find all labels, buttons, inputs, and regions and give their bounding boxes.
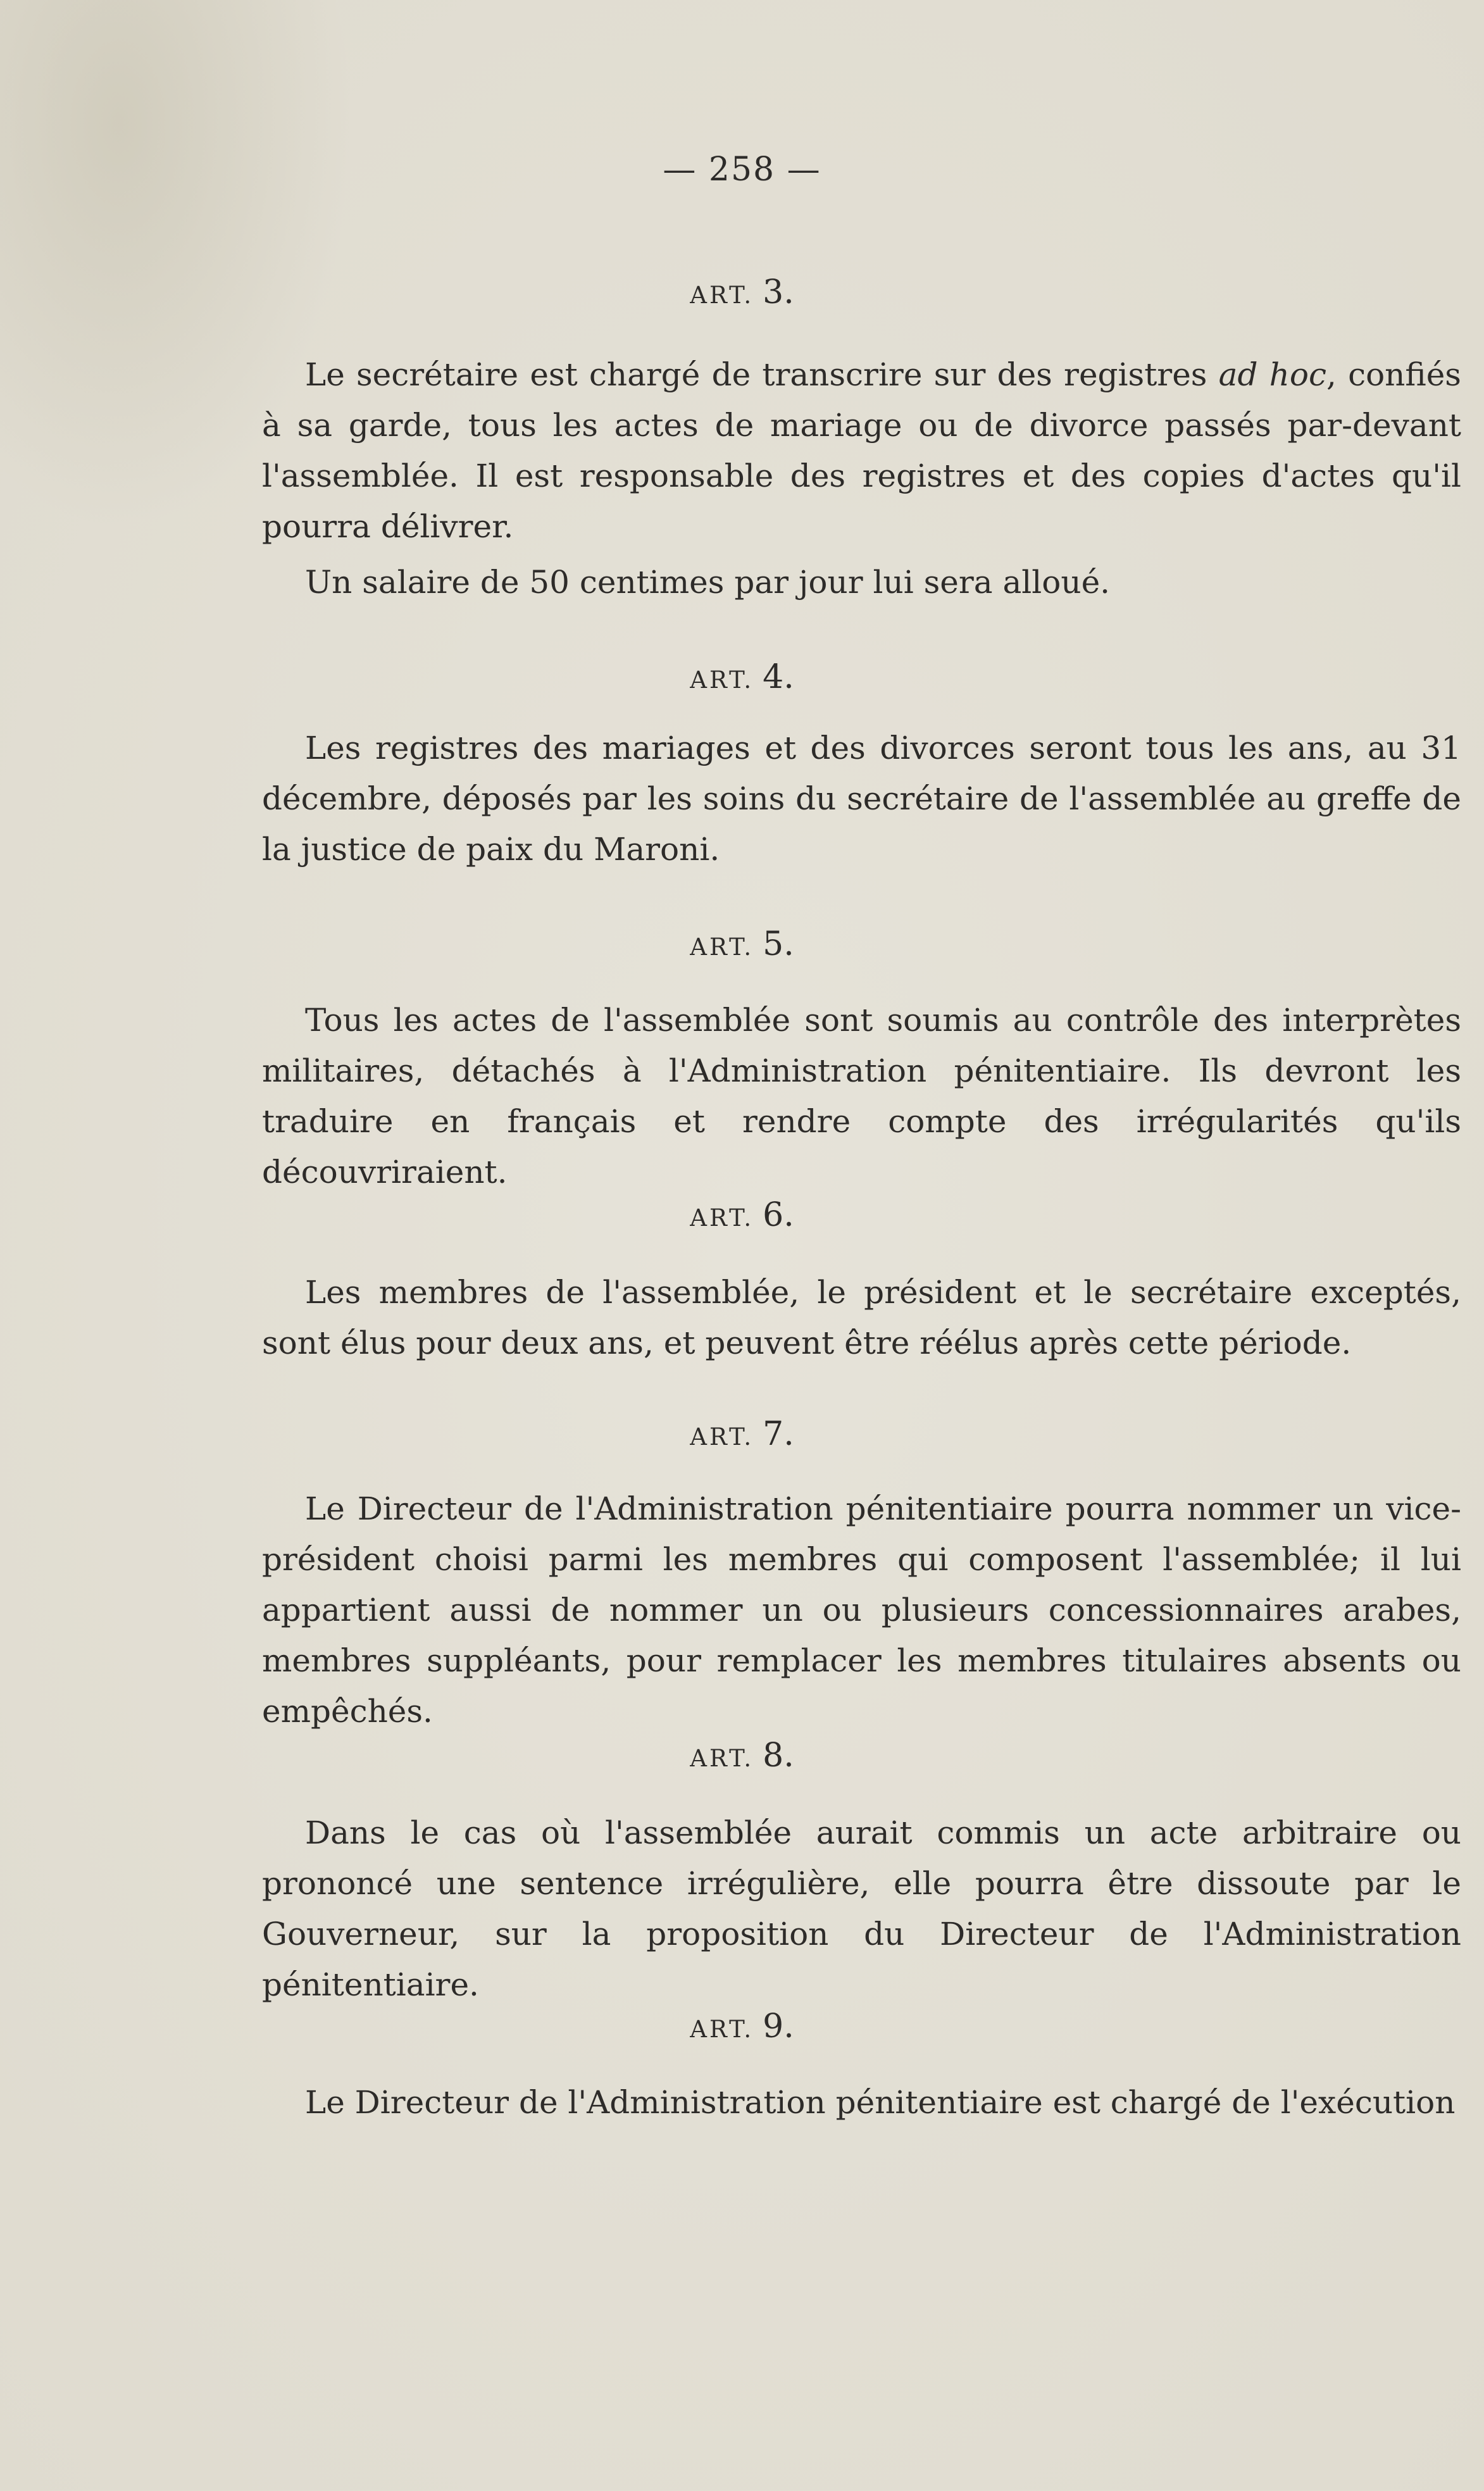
- text-run: Tous les actes de l'assemblée sont soumis au contrôle des interprètes militaires, détachés à l'Administration pénitentiaire. Ils devront les traduire en français et rendre compte des irrégularités qu'ils découvriraient.: [262, 1002, 1461, 1190]
- article-label: ART.: [690, 933, 754, 961]
- article-3-paragraph-1: [262, 349, 1461, 552]
- text-run: Les registres des mariages et des divorces seront tous les ans, au 31 décembre, déposés par les soins du secrétaire de l'assemblée au greffe de la justice de paix du Maroni.: [262, 730, 1461, 868]
- article-5-paragraph: [262, 995, 1461, 1197]
- page-number: — 258 —: [663, 151, 821, 189]
- article-label: ART.: [690, 2016, 754, 2043]
- text-run: Le secrétaire est chargé de transcrire sur des registres: [305, 356, 1219, 393]
- italic-text-run: ad hoc: [1218, 356, 1326, 393]
- text-run: Le Directeur de l'Administration pénitentiaire pourra nommer un vice-président choisi parmi les membres qui composent l'assemblée; il lui appartient aussi de nommer un ou plusieurs concessionnaires arabes, membres suppléants, pour remplacer les membres titulaires absents ou empêchés.: [262, 1490, 1461, 1730]
- article-number: 4.: [763, 658, 794, 696]
- article-number: 9.: [763, 2007, 794, 2045]
- article-heading-3: [0, 273, 1484, 311]
- article-label: ART.: [690, 282, 754, 309]
- article-heading-9: [0, 2007, 1484, 2045]
- article-number: 5.: [763, 925, 794, 963]
- article-number: 8.: [763, 1737, 794, 1775]
- text-run: , confiés à sa garde, tous les actes de mariage ou de divorce passés par-devant l'assemblée. Il est responsable des registres et des copies d'actes qu'il pourra délivrer.: [262, 356, 1461, 545]
- article-9-paragraph: [262, 2077, 1461, 2128]
- article-number: 6.: [763, 1196, 794, 1234]
- article-label: ART.: [690, 1423, 754, 1451]
- article-label: ART.: [690, 1745, 754, 1772]
- article-heading-8: [0, 1737, 1484, 1775]
- text-run: Dans le cas où l'assemblée aurait commis un acte arbitraire ou prononcé une sentence irrégulière, elle pourra être dissoute par le Gouverneur, sur la proposition du Directeur de l'Administration pénitentiaire.: [262, 1814, 1461, 2003]
- text-run: Un salaire de 50 centimes par jour lui sera alloué.: [305, 564, 1111, 601]
- article-number: 3.: [763, 273, 794, 311]
- article-label: ART.: [690, 1204, 754, 1232]
- article-4-paragraph: [262, 723, 1461, 875]
- text-run: Le Directeur de l'Administration pénitentiaire est chargé de l'exécution: [305, 2084, 1456, 2121]
- text-run: Les membres de l'assemblée, le président et le secrétaire exceptés, sont élus pour deux ans, et peuvent être réélus après cette période.: [262, 1274, 1461, 1361]
- article-heading-6: [0, 1196, 1484, 1234]
- article-label: ART.: [690, 666, 754, 694]
- article-6-paragraph: [262, 1267, 1461, 1368]
- article-8-paragraph: [262, 1807, 1461, 2010]
- article-7-paragraph: [262, 1483, 1461, 1737]
- article-3-paragraph-2: [262, 557, 1461, 608]
- article-heading-7: [0, 1415, 1484, 1453]
- article-heading-5: [0, 925, 1484, 963]
- article-number: 7.: [763, 1415, 794, 1453]
- article-heading-4: [0, 658, 1484, 696]
